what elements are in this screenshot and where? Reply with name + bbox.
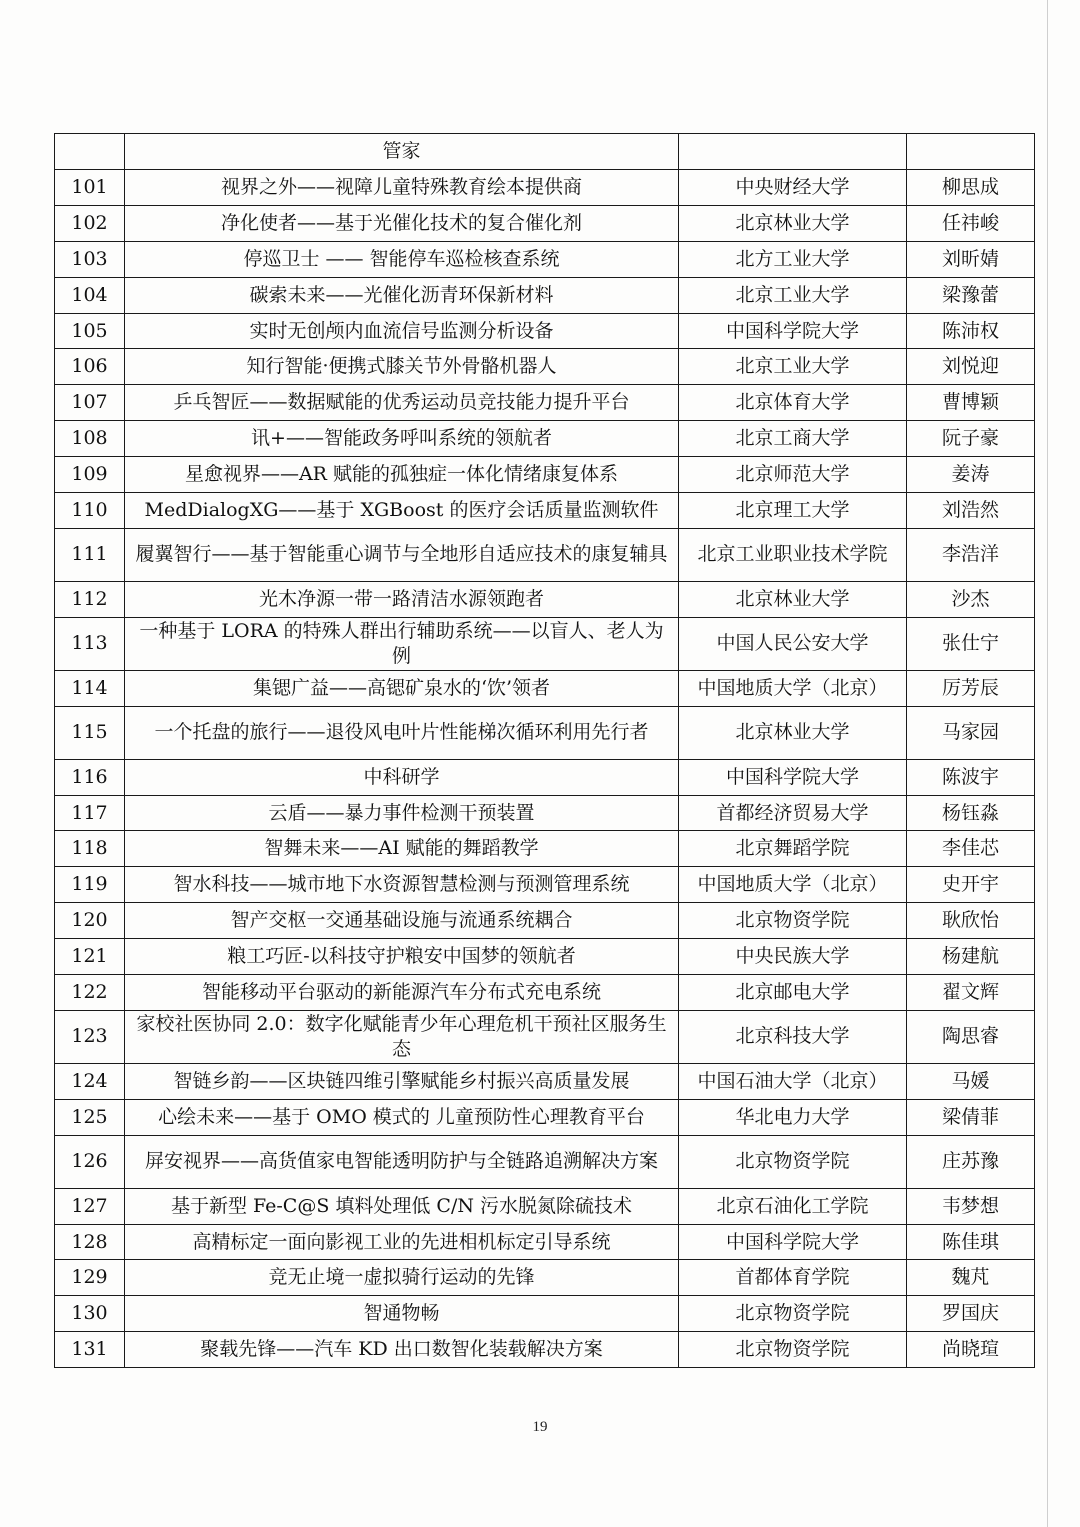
row-number: 112 bbox=[55, 581, 125, 617]
school-name: 中国科学院大学 bbox=[679, 313, 907, 349]
leader-name: 李浩洋 bbox=[907, 528, 1035, 581]
leader-name: 马媛 bbox=[907, 1063, 1035, 1099]
school-name: 中国地质大学（北京） bbox=[679, 867, 907, 903]
leader-name: 刘悦迎 bbox=[907, 349, 1035, 385]
row-number: 120 bbox=[55, 903, 125, 939]
project-name: 知行智能·便携式膝关节外骨骼机器人 bbox=[125, 349, 679, 385]
leader-name: 马家园 bbox=[907, 706, 1035, 759]
school-name: 北京物资学院 bbox=[679, 1332, 907, 1368]
row-number: 102 bbox=[55, 205, 125, 241]
row-number: 122 bbox=[55, 975, 125, 1011]
leader-name: 曹博颖 bbox=[907, 385, 1035, 421]
school-name: 北京物资学院 bbox=[679, 1135, 907, 1188]
table-row bbox=[55, 581, 1035, 617]
school-name: 北京物资学院 bbox=[679, 1296, 907, 1332]
row-number: 116 bbox=[55, 759, 125, 795]
project-table-body bbox=[55, 134, 1035, 1368]
row-number: 108 bbox=[55, 421, 125, 457]
leader-name: 沙杰 bbox=[907, 581, 1035, 617]
project-name: 管家 bbox=[125, 134, 679, 170]
leader-name: 韦梦想 bbox=[907, 1188, 1035, 1224]
table-row bbox=[55, 457, 1035, 493]
leader-name: 张仕宁 bbox=[907, 617, 1035, 670]
school-name: 首都体育学院 bbox=[679, 1260, 907, 1296]
table-row bbox=[55, 421, 1035, 457]
leader-name: 史开宇 bbox=[907, 867, 1035, 903]
leader-name: 柳思成 bbox=[907, 170, 1035, 206]
project-name: 一种基于 LORA 的特殊人群出行辅助系统——以盲人、老人为例 bbox=[125, 617, 679, 670]
table-row bbox=[55, 867, 1035, 903]
table-row bbox=[55, 170, 1035, 206]
leader-name: 阮子豪 bbox=[907, 421, 1035, 457]
project-name: 履翼智行——基于智能重心调节与全地形自适应技术的康复辅具 bbox=[125, 528, 679, 581]
table-row bbox=[55, 903, 1035, 939]
table-row bbox=[55, 1135, 1035, 1188]
school-name: 北京林业大学 bbox=[679, 581, 907, 617]
row-number: 106 bbox=[55, 349, 125, 385]
school-name: 中国地质大学（北京） bbox=[679, 670, 907, 706]
leader-name: 尚晓瑄 bbox=[907, 1332, 1035, 1368]
row-number: 119 bbox=[55, 867, 125, 903]
row-number: 110 bbox=[55, 493, 125, 529]
school-name: 北京工业大学 bbox=[679, 349, 907, 385]
row-number: 104 bbox=[55, 277, 125, 313]
project-name: 一个托盘的旅行——退役风电叶片性能梯次循环利用先行者 bbox=[125, 706, 679, 759]
project-name: 家校社医协同 2.0：数字化赋能青少年心理危机干预社区服务生态 bbox=[125, 1010, 679, 1063]
leader-name: 厉芳辰 bbox=[907, 670, 1035, 706]
row-number: 118 bbox=[55, 831, 125, 867]
table-row bbox=[55, 1332, 1035, 1368]
school-name: 北京舞蹈学院 bbox=[679, 831, 907, 867]
table-row bbox=[55, 1188, 1035, 1224]
row-number: 105 bbox=[55, 313, 125, 349]
school-name: 北京邮电大学 bbox=[679, 975, 907, 1011]
row-number: 125 bbox=[55, 1099, 125, 1135]
table-row bbox=[55, 1296, 1035, 1332]
row-number: 130 bbox=[55, 1296, 125, 1332]
project-name: 智链乡韵——区块链四维引擎赋能乡村振兴高质量发展 bbox=[125, 1063, 679, 1099]
leader-name: 姜涛 bbox=[907, 457, 1035, 493]
project-name: 视界之外——视障儿童特殊教育绘本提供商 bbox=[125, 170, 679, 206]
row-number: 129 bbox=[55, 1260, 125, 1296]
leader-name: 任祎峻 bbox=[907, 205, 1035, 241]
project-name: 停巡卫士 —— 智能停车巡检核查系统 bbox=[125, 241, 679, 277]
project-name: 智舞未来——AI 赋能的舞蹈教学 bbox=[125, 831, 679, 867]
school-name: 首都经济贸易大学 bbox=[679, 795, 907, 831]
continued-row bbox=[55, 134, 1035, 170]
school-name: 中央民族大学 bbox=[679, 939, 907, 975]
school-name: 北京石油化工学院 bbox=[679, 1188, 907, 1224]
row-number: 103 bbox=[55, 241, 125, 277]
project-name: 碳索未来——光催化沥青环保新材料 bbox=[125, 277, 679, 313]
project-name: 心绘未来——基于 OMO 模式的 儿童预防性心理教育平台 bbox=[125, 1099, 679, 1135]
project-name: 智能移动平台驱动的新能源汽车分布式充电系统 bbox=[125, 975, 679, 1011]
project-name: 实时无创颅内血流信号监测分析设备 bbox=[125, 313, 679, 349]
leader-name: 翟文辉 bbox=[907, 975, 1035, 1011]
leader-name: 庄苏豫 bbox=[907, 1135, 1035, 1188]
school-name: 北京科技大学 bbox=[679, 1010, 907, 1063]
school-name: 北京工业职业技术学院 bbox=[679, 528, 907, 581]
row-number: 107 bbox=[55, 385, 125, 421]
school-name: 中国科学院大学 bbox=[679, 759, 907, 795]
row-number: 117 bbox=[55, 795, 125, 831]
project-name: 智水科技——城市地下水资源智慧检测与预测管理系统 bbox=[125, 867, 679, 903]
school-name: 中国人民公安大学 bbox=[679, 617, 907, 670]
leader-name: 刘浩然 bbox=[907, 493, 1035, 529]
leader-name: 陈沛权 bbox=[907, 313, 1035, 349]
leader-name: 梁倩菲 bbox=[907, 1099, 1035, 1135]
table-row bbox=[55, 277, 1035, 313]
school-name: 中央财经大学 bbox=[679, 170, 907, 206]
row-number bbox=[55, 134, 125, 170]
project-name: 聚载先锋——汽车 KD 出口数智化装载解决方案 bbox=[125, 1332, 679, 1368]
leader-name: 梁豫蕾 bbox=[907, 277, 1035, 313]
school-name: 北京体育大学 bbox=[679, 385, 907, 421]
project-name: 基于新型 Fe-C@S 填料处理低 C/N 污水脱氮除硫技术 bbox=[125, 1188, 679, 1224]
project-name: 中科研学 bbox=[125, 759, 679, 795]
leader-name: 李佳芯 bbox=[907, 831, 1035, 867]
school-name: 北京工业大学 bbox=[679, 277, 907, 313]
project-name: 乒乓智匠——数据赋能的优秀运动员竞技能力提升平台 bbox=[125, 385, 679, 421]
school-name: 北京林业大学 bbox=[679, 205, 907, 241]
school-name: 华北电力大学 bbox=[679, 1099, 907, 1135]
table-row bbox=[55, 528, 1035, 581]
table-row bbox=[55, 759, 1035, 795]
page-number: 19 bbox=[532, 1419, 548, 1435]
school-name: 北京师范大学 bbox=[679, 457, 907, 493]
table-row bbox=[55, 1260, 1035, 1296]
table-row bbox=[55, 241, 1035, 277]
project-name: 讯+——智能政务呼叫系统的领航者 bbox=[125, 421, 679, 457]
row-number: 124 bbox=[55, 1063, 125, 1099]
table-row bbox=[55, 349, 1035, 385]
school-name: 北京林业大学 bbox=[679, 706, 907, 759]
project-name: 云盾——暴力事件检测干预装置 bbox=[125, 795, 679, 831]
table-row bbox=[55, 706, 1035, 759]
leader-name bbox=[907, 134, 1035, 170]
leader-name: 陶思睿 bbox=[907, 1010, 1035, 1063]
school-name: 中国科学院大学 bbox=[679, 1224, 907, 1260]
scan-edge-line bbox=[1047, 0, 1048, 1527]
table-row bbox=[55, 939, 1035, 975]
project-name: 光木净源一带一路清洁水源领跑者 bbox=[125, 581, 679, 617]
leader-name: 杨钰淼 bbox=[907, 795, 1035, 831]
table-row bbox=[55, 1010, 1035, 1063]
row-number: 131 bbox=[55, 1332, 125, 1368]
leader-name: 耿欣怡 bbox=[907, 903, 1035, 939]
row-number: 115 bbox=[55, 706, 125, 759]
project-table bbox=[54, 133, 1035, 1368]
school-name: 北京工商大学 bbox=[679, 421, 907, 457]
row-number: 123 bbox=[55, 1010, 125, 1063]
school-name: 北方工业大学 bbox=[679, 241, 907, 277]
school-name: 北京物资学院 bbox=[679, 903, 907, 939]
row-number: 127 bbox=[55, 1188, 125, 1224]
row-number: 126 bbox=[55, 1135, 125, 1188]
table-row bbox=[55, 831, 1035, 867]
project-name: 净化使者——基于光催化技术的复合催化剂 bbox=[125, 205, 679, 241]
row-number: 101 bbox=[55, 170, 125, 206]
table-row bbox=[55, 1224, 1035, 1260]
table-row bbox=[55, 795, 1035, 831]
leader-name: 罗国庆 bbox=[907, 1296, 1035, 1332]
project-name: 智通物畅 bbox=[125, 1296, 679, 1332]
row-number: 111 bbox=[55, 528, 125, 581]
project-name: 高精标定一面向影视工业的先进相机标定引导系统 bbox=[125, 1224, 679, 1260]
project-name: 屏安视界——高货值家电智能透明防护与全链路追溯解决方案 bbox=[125, 1135, 679, 1188]
row-number: 128 bbox=[55, 1224, 125, 1260]
school-name: 北京理工大学 bbox=[679, 493, 907, 529]
table-row bbox=[55, 493, 1035, 529]
table-row bbox=[55, 385, 1035, 421]
table-row bbox=[55, 1063, 1035, 1099]
leader-name: 魏芃 bbox=[907, 1260, 1035, 1296]
row-number: 114 bbox=[55, 670, 125, 706]
project-name: 竞无止境一虚拟骑行运动的先锋 bbox=[125, 1260, 679, 1296]
leader-name: 刘昕婧 bbox=[907, 241, 1035, 277]
project-name: 集锶广益——高锶矿泉水的‘饮’领者 bbox=[125, 670, 679, 706]
leader-name: 杨建航 bbox=[907, 939, 1035, 975]
table-row bbox=[55, 617, 1035, 670]
leader-name: 陈波宇 bbox=[907, 759, 1035, 795]
table-row bbox=[55, 313, 1035, 349]
row-number: 121 bbox=[55, 939, 125, 975]
row-number: 109 bbox=[55, 457, 125, 493]
project-name: 智产交枢一交通基础设施与流通系统耦合 bbox=[125, 903, 679, 939]
table-row bbox=[55, 205, 1035, 241]
project-name: 星愈视界——AR 赋能的孤独症一体化情绪康复体系 bbox=[125, 457, 679, 493]
school-name: 中国石油大学（北京） bbox=[679, 1063, 907, 1099]
table-row bbox=[55, 1099, 1035, 1135]
project-name: MedDialogXG——基于 XGBoost 的医疗会话质量监测软件 bbox=[125, 493, 679, 529]
leader-name: 陈佳琪 bbox=[907, 1224, 1035, 1260]
table-row bbox=[55, 975, 1035, 1011]
project-name: 粮工巧匠-以科技守护粮安中国梦的领航者 bbox=[125, 939, 679, 975]
school-name bbox=[679, 134, 907, 170]
table-row bbox=[55, 670, 1035, 706]
row-number: 113 bbox=[55, 617, 125, 670]
